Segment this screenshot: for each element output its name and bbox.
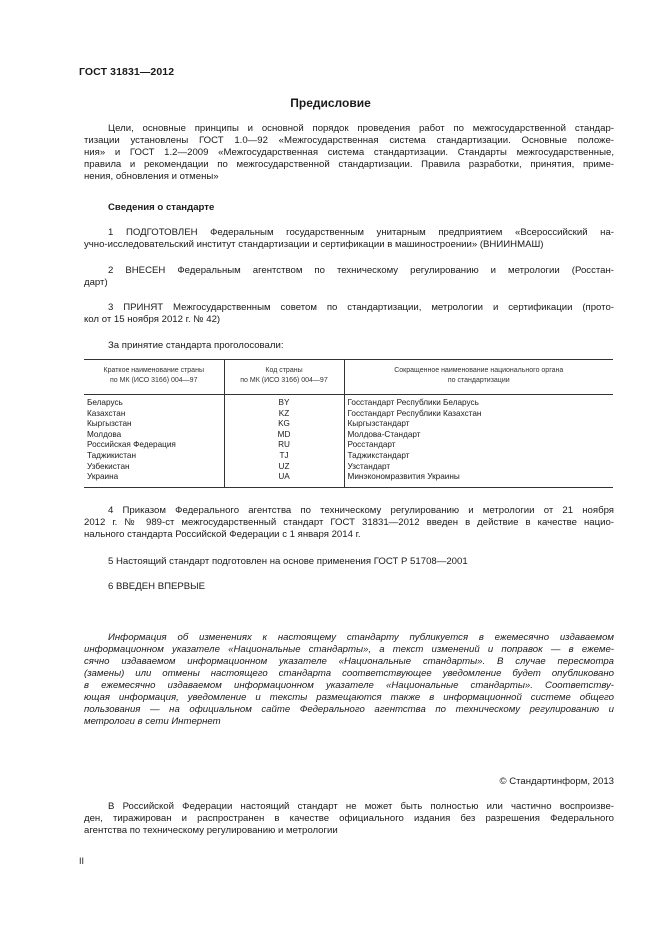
table-row (84, 472, 613, 487)
vote-caption (84, 340, 614, 352)
text-line: ден, тиражирован и распространен в качестве официального издания без разрешения Федерального (84, 813, 614, 824)
text-line: кол от 15 ноября 2012 г. № 42) (84, 314, 221, 325)
text-line: 5 Настоящий стандарт подготовлен на основе применения ГОСТ Р 51708—2001 (108, 556, 468, 567)
organ-cell: Кыргызстандарт (344, 419, 613, 430)
text-line: пользования — на официальном сайте Федерального агентства по техническому регулированию и (84, 704, 614, 715)
organ-cell: Таджикстандарт (344, 451, 613, 462)
code-cell: MD (224, 430, 344, 441)
item-3-paragraph (84, 302, 614, 326)
country-cell: Кыргызстан (87, 419, 132, 429)
text-line: Сведения о стандарте (108, 202, 215, 213)
text-line: В Российской Федерации настоящий стандарт не может быть полностью или частично воспроизве- (108, 801, 614, 812)
organ-cell: Молдова-Стандарт (344, 430, 613, 441)
text-line: в ежемесячно издаваемом информационном указателе «Национальные стандарты». Соответству- (84, 680, 614, 691)
table-row (84, 409, 613, 420)
text-line: 6 ВВЕДЕН ВПЕРВЫЕ (108, 581, 206, 592)
table-row (84, 419, 613, 430)
code-cell: RU (224, 440, 344, 451)
organ-cell: Узстандарт (344, 462, 613, 473)
country-cell: Российская Федерация (87, 440, 176, 450)
text-line: (замены) или отмены настоящего стандарта соответствующее уведомление будет опубликовано (84, 668, 614, 679)
text-line: 1 ПОДГОТОВЛЕН Федеральным государственным унитарным предприятием «Всероссийский на- (108, 227, 614, 238)
text-line: тизации установлены ГОСТ 1.0—92 «Межгосударственная система стандартизации. Основные положе- (84, 135, 614, 146)
text-line: Цели, основные принципы и основной порядок проведения работ по межгосударственной стандар- (108, 123, 614, 134)
code-cell: UA (224, 472, 344, 487)
country-cell: Молдова (87, 429, 122, 439)
text-line: учно-исследовательский институт стандартизации и сертификации в машиностроении» (ВНИИНМАШ) (84, 239, 544, 250)
item-1-paragraph (84, 227, 614, 251)
text-line: правила и рекомендации по межгосударственной стандартизации. Правила разработки, принятия, приме- (84, 159, 614, 170)
code-cell: TJ (224, 451, 344, 462)
page-title: Предисловие (290, 96, 371, 110)
item-2-paragraph (84, 265, 614, 289)
text-line: 2 ВНЕСЕН Федеральным агентством по техническому регулированию и метрологии (Росстан- (108, 265, 614, 276)
country-cell: Украина (87, 472, 119, 482)
notice-paragraph (84, 632, 614, 728)
table-row (84, 395, 613, 409)
text-line: За принятие стандарта проголосовали: (108, 340, 284, 351)
country-cell: Узбекистан (87, 461, 130, 471)
copyright-line: © Стандартинформ, 2013 (499, 776, 614, 787)
column-header-country: Краткое наименование страны по МК (ИСО 3166) 004—97 (84, 360, 224, 395)
item-6-paragraph (84, 581, 614, 593)
text-line: 2012 г. № 989-ст межгосударственный стандарт ГОСТ 31831—2012 введен в действие в качестве нацио- (84, 517, 614, 528)
table-row (84, 451, 613, 462)
text-line: 4 Приказом Федерального агентства по техническому регулированию и метрологии от 21 ноября (108, 505, 614, 516)
text-line: информационном указателе «Национальные стандарты», а текст изменений и поправок — в ежеме- (84, 644, 614, 655)
text-line: агентства по техническому регулированию и метрологии (84, 825, 338, 836)
standard-number-header: ГОСТ 31831—2012 (79, 66, 175, 78)
code-cell: KZ (224, 409, 344, 420)
text-line: дарт) (84, 277, 108, 288)
organ-cell: Госстандарт Республики Беларусь (344, 395, 613, 409)
code-cell: BY (224, 395, 344, 409)
table-row (84, 430, 613, 441)
country-cell: Таджикистан (87, 450, 136, 460)
column-header-code: Код страны по МК (ИСО 3166) 004—97 (224, 360, 344, 395)
text-line: нального стандарта Российской Федерации с 1 января 2014 г. (84, 529, 361, 540)
text-line: сячно издаваемом информационном указателе «Национальные стандарты». В случае пересмотра (84, 656, 614, 667)
voting-table (84, 359, 613, 488)
page-number: II (79, 856, 85, 866)
country-cell: Казахстан (87, 408, 126, 418)
code-cell: UZ (224, 462, 344, 473)
text-line: метрологи в сети Интернет (84, 716, 221, 727)
country-cell: Беларусь (87, 398, 123, 407)
text-line: 3 ПРИНЯТ Межгосударственным советом по стандартизации, метрологии и сертификации (прото- (108, 302, 614, 313)
table-header-row (84, 360, 613, 395)
organ-cell: Росстандарт (344, 440, 613, 451)
intro-paragraph (84, 123, 614, 183)
item-5-paragraph (84, 556, 614, 568)
info-heading (84, 202, 614, 214)
table-row (84, 462, 613, 473)
item-4-paragraph (84, 505, 614, 541)
rights-paragraph (84, 801, 614, 837)
text-line: ющая информация, уведомление и тексты размещаются также в информационной системе общего (84, 692, 614, 703)
text-line: нения, обновления и отмены» (84, 171, 219, 182)
column-header-organ: Сокращенное наименование национального органа по стандартизации (344, 360, 613, 395)
table-row (84, 440, 613, 451)
organ-cell: Минэкономразвития Украины (344, 472, 613, 487)
text-line: ния» и ГОСТ 1.2—2009 «Межгосударственная система стандартизации. Стандарты межгосударственные, (84, 147, 614, 158)
code-cell: KG (224, 419, 344, 430)
organ-cell: Госстандарт Республики Казахстан (344, 409, 613, 420)
text-line: Информация об изменениях к настоящему стандарту публикуется в ежемесячно издаваемом (108, 632, 614, 643)
